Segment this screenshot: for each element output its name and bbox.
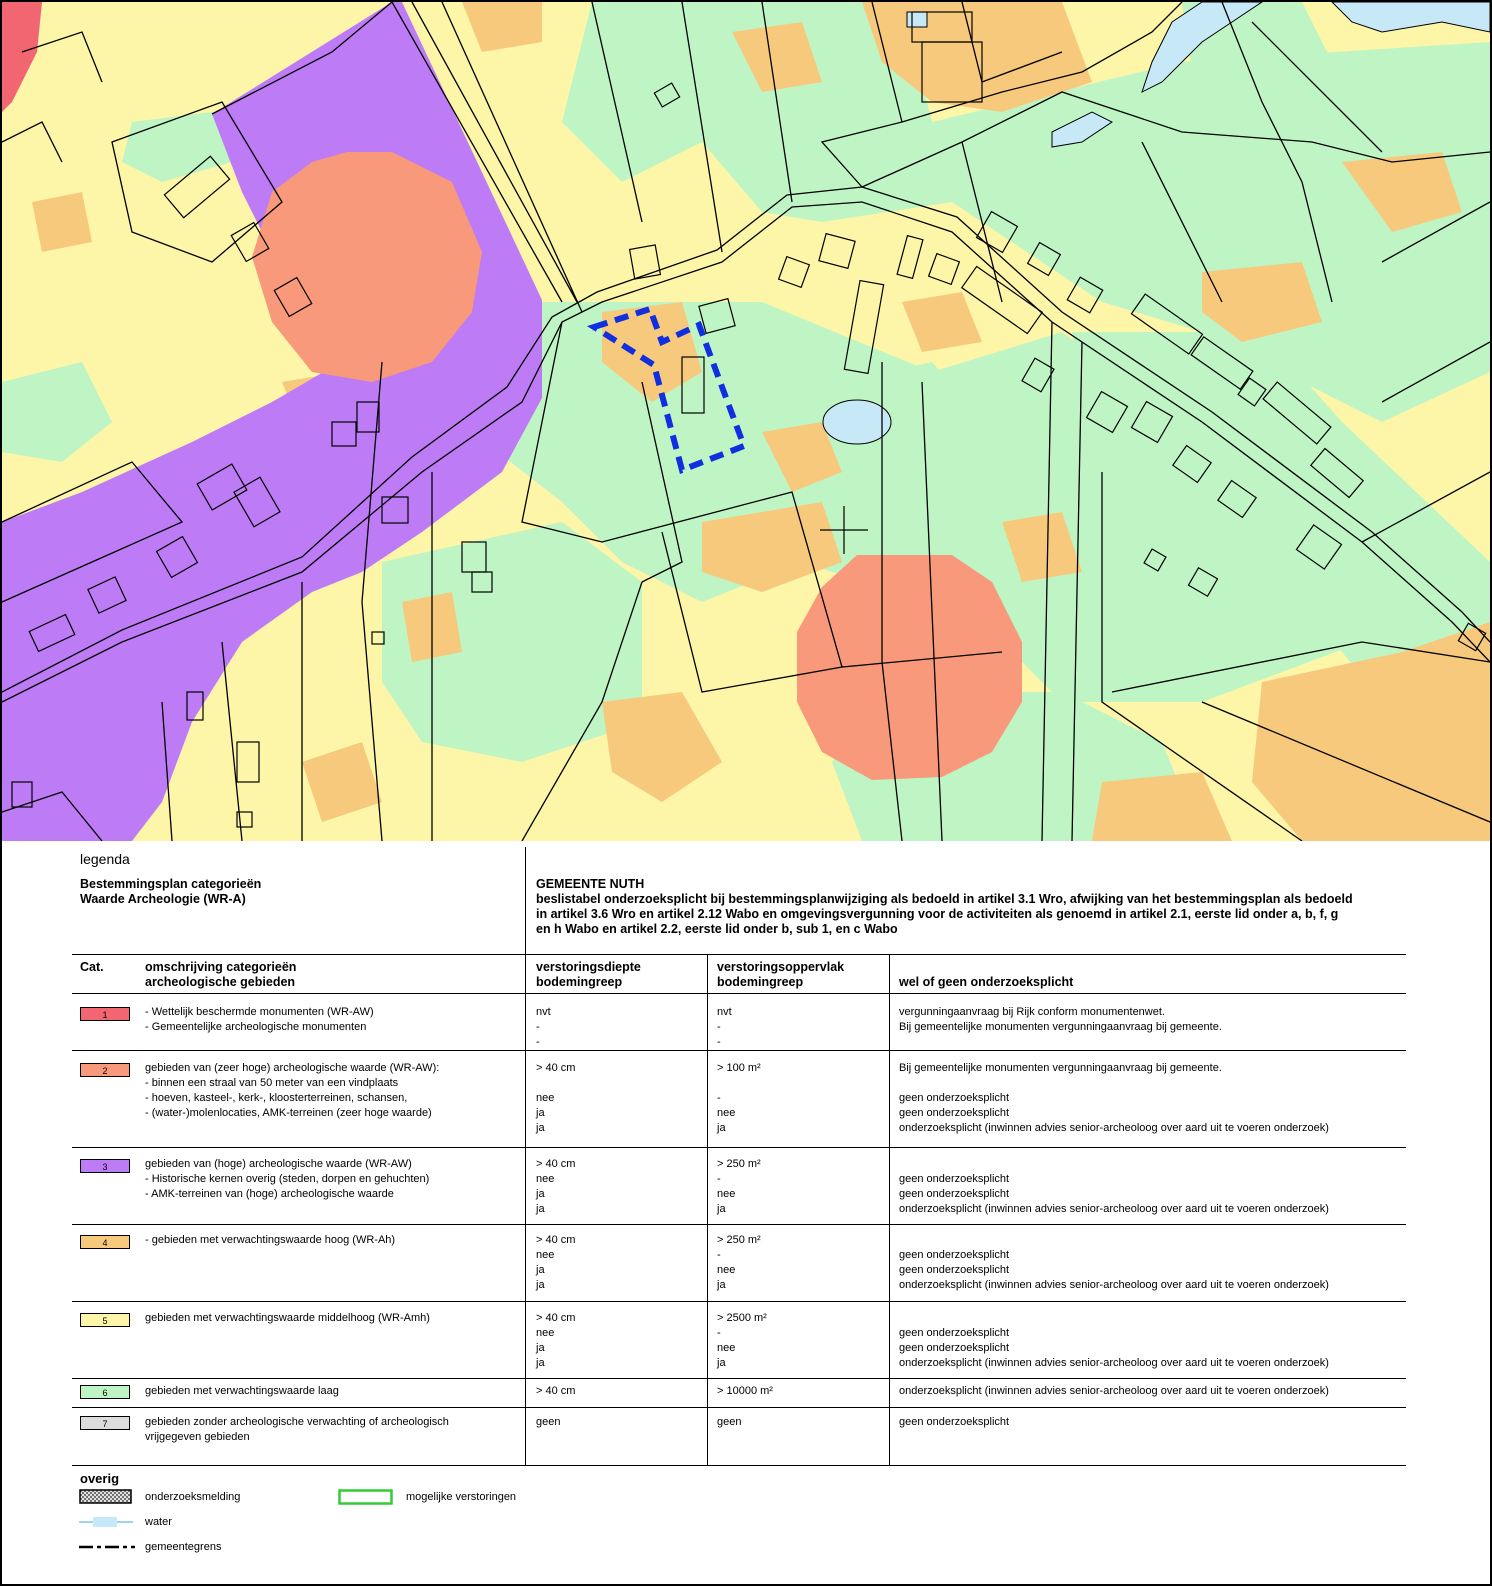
header-omschrijving: omschrijving categorieën archeologische gebieden xyxy=(145,960,297,989)
row-rule-4 xyxy=(72,1301,1406,1302)
row-rule-3 xyxy=(72,1224,1406,1225)
col-divider-1 xyxy=(525,954,526,1465)
row3-omschrijving: gebieden van (hoge) archeologische waarde (WR-AW) - Historische kernen overig (steden, dorpen en gehuchten) - AMK-terreinen van (hoge) archeologische waarde xyxy=(145,1158,430,1200)
row-rule-6 xyxy=(72,1407,1406,1408)
swatch-cat5: 5 xyxy=(80,1313,130,1327)
legend-subtitle-line2: Waarde Archeologie (WR-A) xyxy=(80,892,246,906)
row4-omschrijving: - gebieden met verwachtingswaarde hoog (WR-Ah) xyxy=(145,1234,396,1246)
legend-panel xyxy=(2,841,1490,1584)
row4-diepte: > 40 cm nee ja ja xyxy=(536,1234,576,1291)
gemeentegrens-label: gemeentegrens xyxy=(145,1541,222,1553)
swatch-cat6: 6 xyxy=(80,1385,130,1399)
row6-diepte: > 40 cm xyxy=(536,1385,576,1397)
swatch-cat3: 3 xyxy=(80,1159,130,1173)
verstoringen-label: mogelijke verstoringen xyxy=(406,1491,517,1503)
row1-oppervlak: nvt - - xyxy=(717,1006,732,1048)
row-rule-7 xyxy=(72,1465,1406,1466)
row2-diepte: > 40 cm nee ja ja xyxy=(536,1062,576,1134)
row3-plicht: geen onderzoeksplicht geen onderzoeksplicht onderzoeksplicht (inwinnen advies senior-archeoloog over aard uit te voeren onderzoek) xyxy=(899,1173,1329,1215)
water-swatch-icon xyxy=(79,1514,133,1530)
row4-plicht: geen onderzoeksplicht geen onderzoeksplicht onderzoeksplicht (inwinnen advies senior-archeoloog over aard uit te voeren onderzoek) xyxy=(899,1249,1329,1291)
municipality-title: GEMEENTE NUTH xyxy=(536,877,645,891)
row3-diepte: > 40 cm nee ja ja xyxy=(536,1158,576,1215)
row1-diepte: nvt - - xyxy=(536,1006,551,1048)
swatch-cat2: 2 xyxy=(80,1063,130,1077)
row1-plicht: vergunningaanvraag bij Rijk conform monumentenwet. Bij gemeentelijke monumenten vergunningaanvraag bij gemeente. xyxy=(899,1006,1222,1033)
header-oppervlak: verstoringsoppervlak bodemingreep xyxy=(717,960,845,989)
header-cat: Cat. xyxy=(80,960,104,974)
row7-plicht: geen onderzoeksplicht xyxy=(899,1416,1010,1428)
col-divider-3 xyxy=(889,954,890,1465)
hatch-swatch-icon xyxy=(79,1489,133,1505)
swatch-cat1: 1 xyxy=(80,1007,130,1021)
row2-plicht: Bij gemeentelijke monumenten vergunningaanvraag bij gemeente. geen onderzoeksplicht geen onderzoeksplicht onderzoeksplicht (inwinnen advies senior-archeoloog over aard uit te voeren onderzoek) xyxy=(899,1062,1329,1134)
swatch-cat7: 7 xyxy=(80,1416,130,1430)
row4-oppervlak: > 250 m² - nee ja xyxy=(717,1234,761,1291)
header-plicht: wel of geen onderzoeksplicht xyxy=(899,975,1074,989)
onderzoeksmelding-label: onderzoeksmelding xyxy=(145,1491,241,1503)
verstoringen-swatch-icon xyxy=(338,1489,394,1506)
col-divider-2 xyxy=(707,954,708,1465)
row-rule-2 xyxy=(72,1147,1406,1148)
table-header-rule xyxy=(72,993,1406,994)
row-rule-5 xyxy=(72,1378,1406,1379)
row5-oppervlak: > 2500 m² - nee ja xyxy=(717,1312,767,1369)
row7-omschrijving: gebieden zonder archeologische verwachting of archeologisch vrijgegeven gebieden xyxy=(145,1416,449,1443)
archaeology-map[interactable] xyxy=(2,2,1490,841)
water-label: water xyxy=(145,1516,172,1528)
legend-title-divider xyxy=(525,847,526,955)
row2-omschrijving: gebieden van (zeer hoge) archeologische waarde (WR-AW): - binnen een straal van 50 meter van een vindplaats - hoeven, kasteel-, kerk-, kloosterterreinen, schansen, - (water-)molenlocaties, AMK-terreinen (zeer hoge waarde) xyxy=(145,1062,440,1119)
row6-oppervlak: > 10000 m² xyxy=(717,1385,773,1397)
row5-omschrijving: gebieden met verwachtingswaarde middelhoog (WR-Amh) xyxy=(145,1312,430,1324)
row6-omschrijving: gebieden met verwachtingswaarde laag xyxy=(145,1385,339,1397)
legend-subtitle-line1: Bestemmingsplan categorieën xyxy=(80,877,262,891)
row2-oppervlak: > 100 m² - nee ja xyxy=(717,1062,761,1134)
row-rule-1 xyxy=(72,1050,1406,1051)
row5-plicht: geen onderzoeksplicht geen onderzoeksplicht onderzoeksplicht (inwinnen advies senior-archeoloog over aard uit te voeren onderzoek) xyxy=(899,1327,1329,1369)
row7-oppervlak: geen xyxy=(717,1416,742,1428)
row6-plicht: onderzoeksplicht (inwinnen advies senior-archeoloog over aard uit te voeren onderzoek) xyxy=(899,1385,1329,1397)
row7-diepte: geen xyxy=(536,1416,561,1428)
header-diepte: verstoringsdiepte bodemingreep xyxy=(536,960,641,989)
swatch-cat4: 4 xyxy=(80,1235,130,1249)
row3-oppervlak: > 250 m² - nee ja xyxy=(717,1158,761,1215)
table-top-rule xyxy=(72,954,1406,955)
legend-title: legenda xyxy=(80,851,130,867)
legend-description: beslistabel onderzoeksplicht bij bestemmingsplanwijziging als bedoeld in artikel 3.1 Wro, afwijking van het bestemmingsplan als bedoeld in artikel 3.6 Wro en artikel 2.12 Wabo en omgevingsvergunning voor de activiteiten als genoemd in artikel 2.1, eerste lid onder a, b, f, g en h Wabo en artikel 2.2, eerste lid onder b, sub 1, en c Wabo xyxy=(536,892,1353,936)
overig-title: overig xyxy=(80,1471,120,1486)
row1-omschrijving: - Wettelijk beschermde monumenten (WR-AW) - Gemeentelijke archeologische monumenten xyxy=(145,1006,374,1033)
row5-diepte: > 40 cm nee ja ja xyxy=(536,1312,576,1369)
gemeentegrens-swatch-icon xyxy=(79,1541,135,1553)
